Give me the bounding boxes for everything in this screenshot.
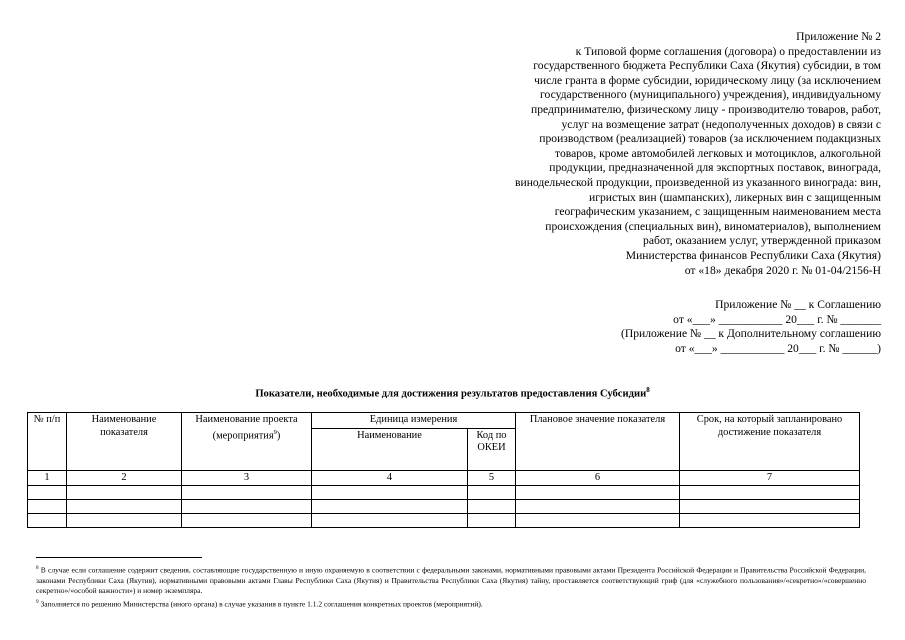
header-num: № п/п [28, 413, 67, 471]
table-cell [182, 500, 312, 514]
header-planned: Плановое значение показателя [516, 413, 680, 471]
footnote-8 [36, 563, 866, 597]
header-unit-code: Код по ОКЕИ [468, 428, 516, 470]
footnote-ref-9: 9 [273, 428, 277, 436]
appendix-line: Приложение № 2 [796, 30, 881, 43]
appendix-line: товаров, кроме автомобилей легковых и мотоциклов, алкогольной [555, 146, 881, 160]
table-cell [312, 514, 468, 528]
column-numbers-row [28, 470, 860, 486]
footnote-mark-9: 9 [36, 598, 39, 605]
table-cell [67, 500, 182, 514]
column-number: 1 [28, 470, 67, 486]
table-cell [67, 514, 182, 528]
footnote-9-text: Заполняется по решению Министерства (иного органа) в случае указания в пункте 1.1.2 соглашения конкретных проектов (мероприятий). [40, 599, 483, 609]
column-number: 3 [182, 470, 312, 486]
agreement-line: (Приложение № __ к Дополнительному соглашению [621, 327, 881, 341]
table-cell [28, 486, 67, 500]
appendix-header [441, 30, 881, 278]
header-unit: Единица измерения [312, 413, 516, 429]
footnote-ref-8: 8 [646, 386, 650, 394]
table-cell [468, 486, 516, 500]
appendix-line: к Типовой форме соглашения (договора) о предоставлении из [575, 44, 881, 58]
column-number: 4 [312, 470, 468, 486]
table-cell [680, 514, 860, 528]
appendix-line: географическим указанием, с защищенным наименованием места [554, 205, 881, 219]
table-cell [680, 486, 860, 500]
table-cell [67, 486, 182, 500]
agreement-line: от «___» ___________ 20___ г. № ______) [675, 341, 881, 355]
column-number: 7 [680, 470, 860, 486]
header-indicator-name: Наименование показателя [67, 413, 182, 471]
appendix-line: государственного бюджета Республики Саха (Якутия) субсидии, в том [533, 59, 881, 73]
appendix-line: происхождения (специальных вин), виноматериалов), выполнением [545, 219, 881, 233]
appendix-line: предпринимателю, физическому лицу - производителю товаров, работ, [530, 102, 881, 116]
table-cell [312, 500, 468, 514]
appendix-line: работ, оказанием услуг, утвержденной приказом [643, 234, 881, 248]
table-cell [516, 486, 680, 500]
appendix-line: числе гранта в форме субсидии, юридическому лицу (за исключением [534, 73, 881, 87]
empty-row [28, 514, 860, 528]
appendix-line: продукции, предназначенной для экспортных поставок, винограда, [549, 161, 881, 175]
table-cell [516, 514, 680, 528]
table-cell [468, 514, 516, 528]
column-number: 6 [516, 470, 680, 486]
appendix-line: винодельческой продукции, произведенной из указанного винограда: вин, [515, 175, 881, 189]
agreement-reference [561, 298, 881, 356]
indicators-table [27, 412, 860, 528]
table-cell [312, 486, 468, 500]
appendix-line: Министерства финансов Республики Саха (Якутия) [625, 248, 881, 262]
footnote-separator [36, 557, 202, 558]
appendix-line: услуг на возмещение затрат (недополученных доходов) в связи с [561, 117, 881, 131]
table-cell [182, 514, 312, 528]
appendix-line: производством (реализацией) товаров (за исключением подакцизных [539, 132, 881, 146]
table-cell [182, 486, 312, 500]
table-cell [28, 500, 67, 514]
table-cell [28, 514, 67, 528]
table-cell [516, 500, 680, 514]
table-cell [468, 500, 516, 514]
column-number: 5 [468, 470, 516, 486]
footnote-8-text: В случае если соглашение содержит сведения, составляющие государственную и иную охраняемую в соответствии с федеральными законами, нормативными правовыми актами Президента Российской Федерации и Правительства Российской Федерации, законами Республики Саха (Якутия), нормативными правовыми актами Главы Республики Саха (Якутия) и Правительства Республики Саха (Якутия) тайну, проставляется соответствующий гриф (для «служебного пользования»/«секретно»/«совершенно секретно»/«особой важности») и номер экземпляра. [36, 565, 867, 596]
table-title [0, 386, 905, 400]
header-unit-name: Наименование [312, 428, 468, 470]
appendix-line: государственного (муниципального) учреждения), индивидуальному [540, 88, 881, 102]
agreement-line: Приложение № __ к Соглашению [715, 298, 881, 311]
column-number: 2 [67, 470, 182, 486]
appendix-line: от «18» декабря 2020 г. № 01-04/2156-Н [684, 263, 881, 277]
empty-row [28, 500, 860, 514]
footnote-mark-8: 8 [36, 565, 39, 571]
table-title-text: Показатели, необходимые для достижения результатов предоставления Субсидии [255, 388, 647, 400]
table-cell [680, 500, 860, 514]
header-project-name: Наименование проекта (мероприятия$^9$) [182, 413, 312, 471]
empty-row [28, 486, 860, 500]
agreement-line: от «___» ___________ 20___ г. № _______ [673, 312, 881, 326]
header-deadline: Срок, на который запланировано достижение показателя [680, 413, 860, 471]
footnotes [36, 563, 866, 610]
footnote-9 [36, 597, 866, 610]
appendix-line: игристых вин (шампанских), ликерных вин с защищенным [589, 190, 881, 204]
